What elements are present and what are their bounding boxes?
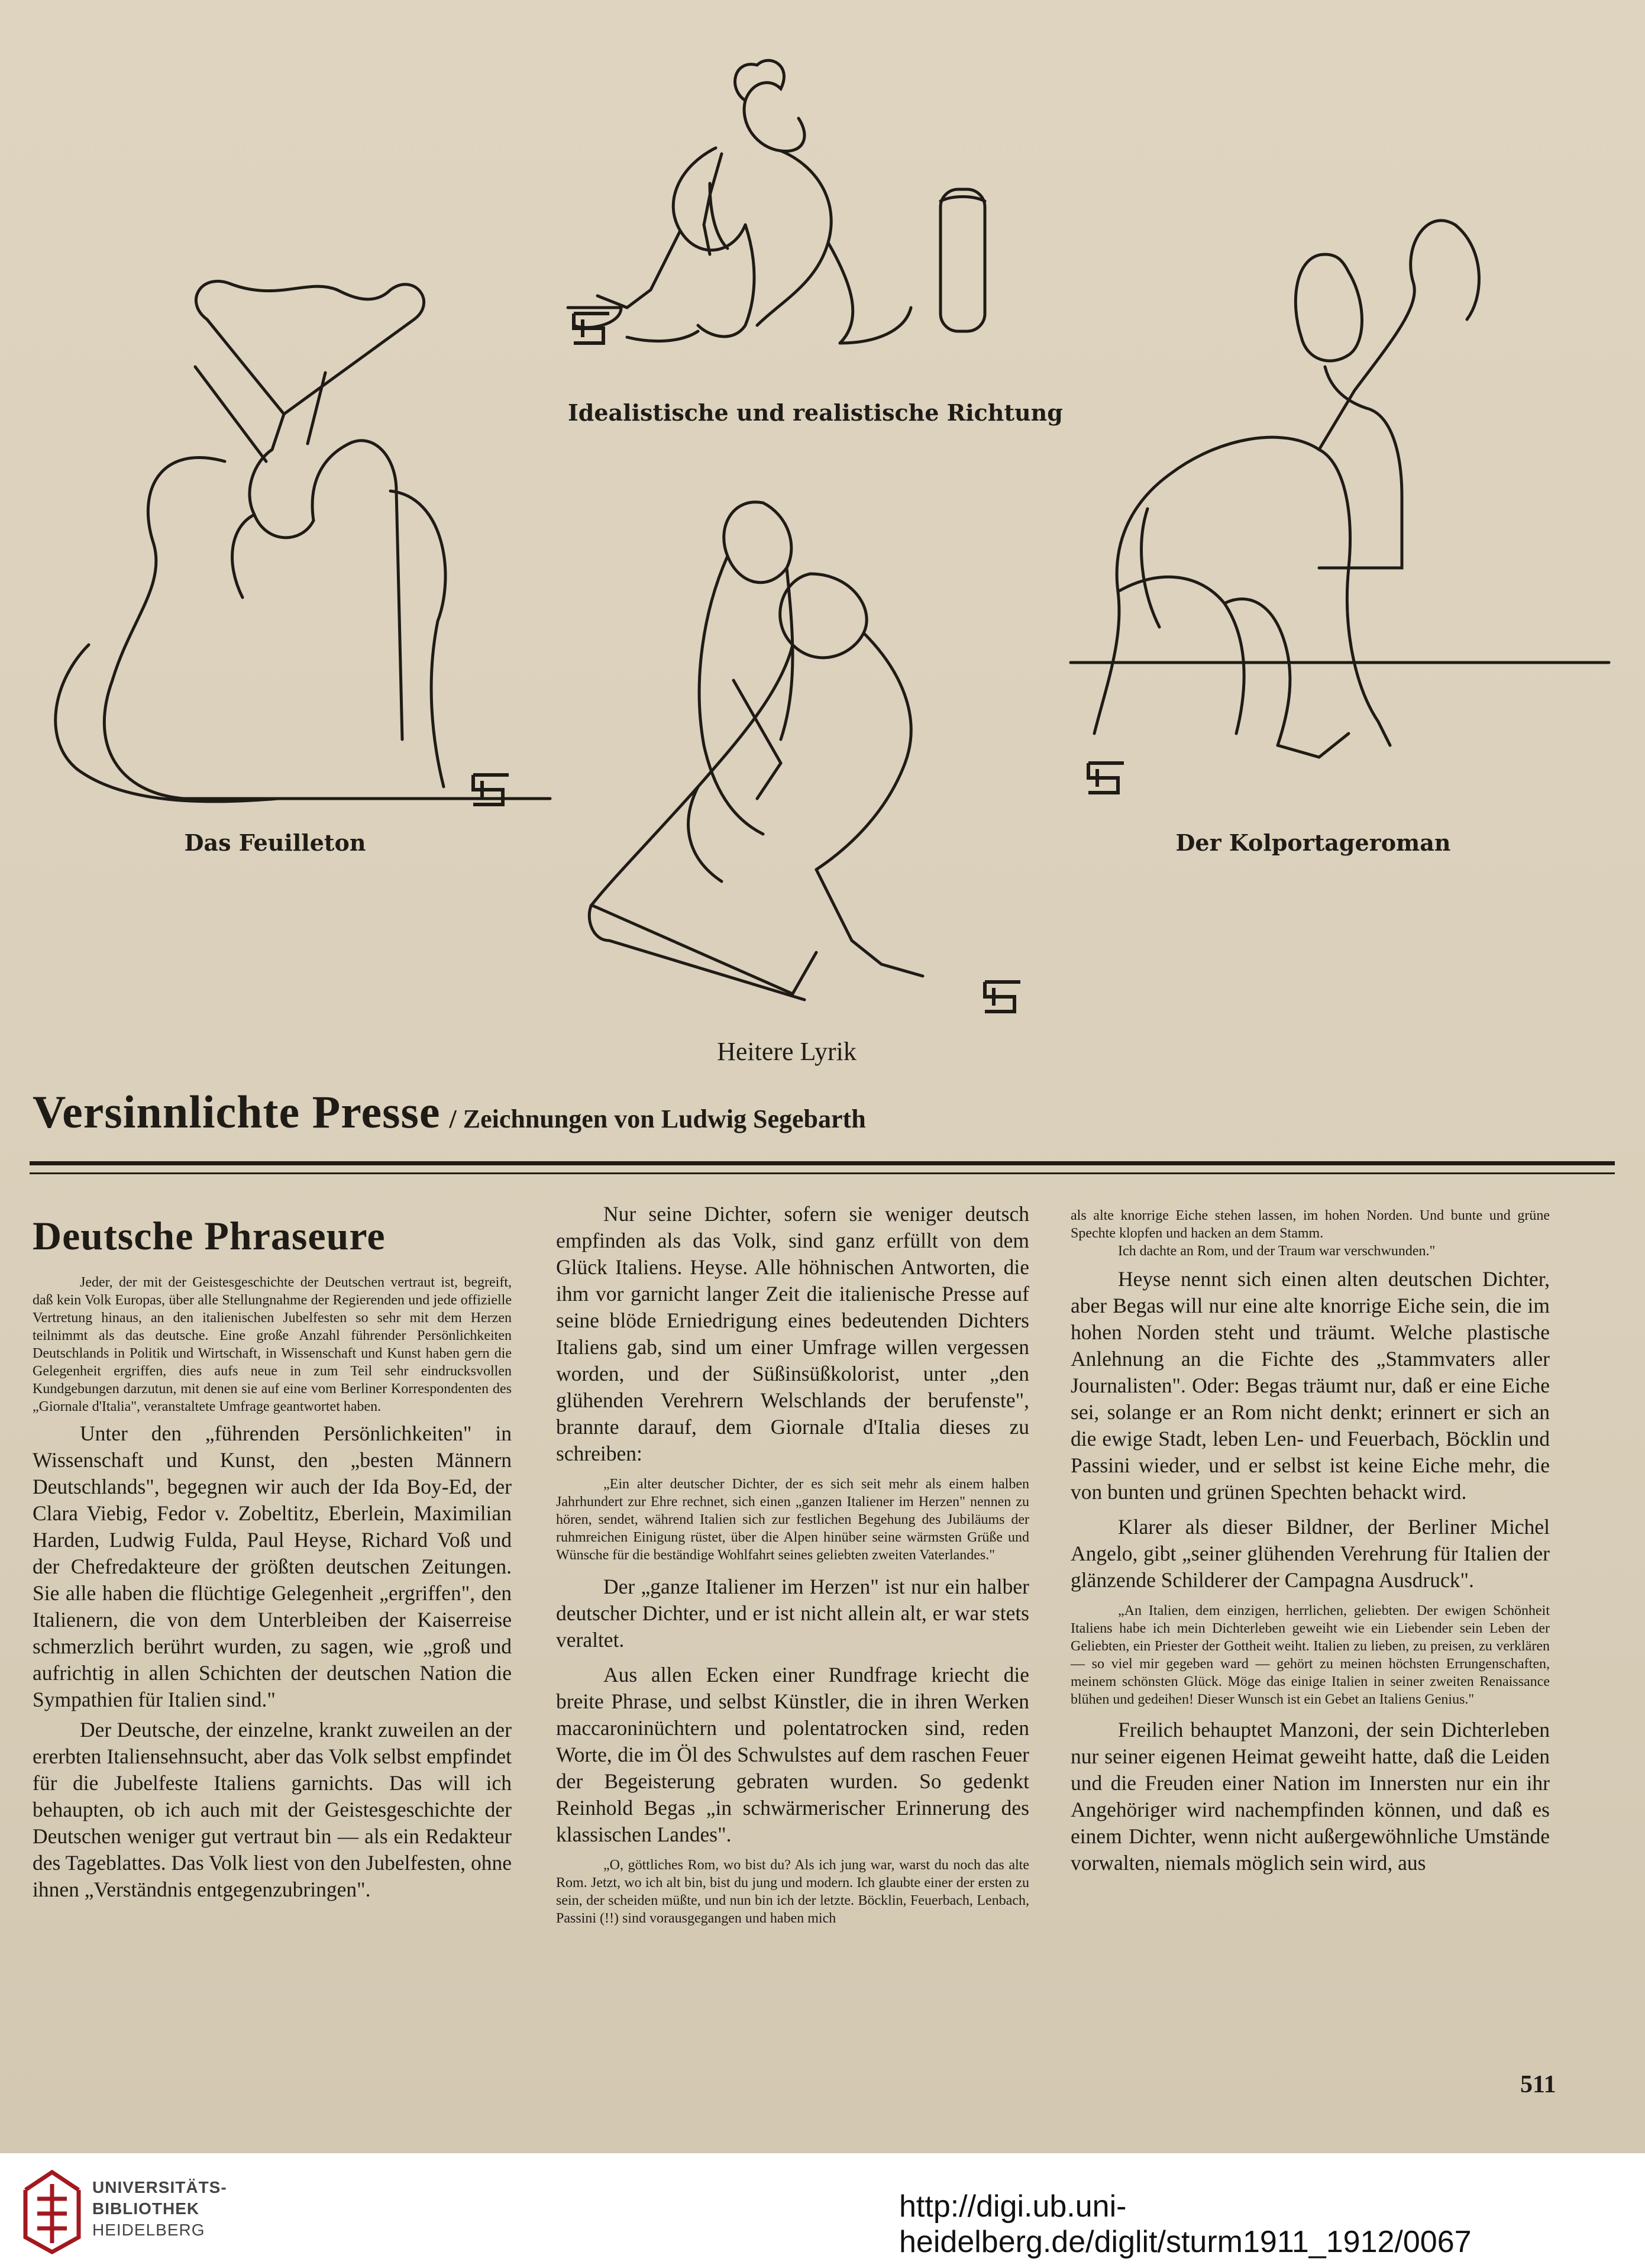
illustration-feuilleton: [30, 266, 562, 828]
paragraph: Klarer als dieser Bildner, der Berliner Michel Angelo, gibt „seiner glühenden Verehrung für Italien der glänzende Schilderer der Campagna Ausdruck".: [1071, 1515, 1550, 1592]
paragraph: Heyse nennt sich einen alten deutschen Dichter, aber Begas will nur eine alte knorrige Eiche sein, die im hohen Norden steht und träumt. Welche plastische Anlehnung an die Fichte des „Stammvaters aller Journalisten". Oder: Begas träumt nur, daß er eine Eiche sei, solange er an Rom nicht denkt; erinnert er sich an die ewige Stadt, leben Len- und Feuerbach, Böcklin und Passini wieder, und er selbst ist keine Eiche mehr, die von bunten und grünen Spechten behackt wird.: [1071, 1267, 1550, 1504]
paragraph: Freilich behauptet Manzoni, der sein Dichterleben nur seiner eigenen Heimat geweiht hatte, daß die Leiden und die Freuden einer Nation im Innersten nur ein ihr Angehöriger wird nachempfinden können, und daß es einem Dichter, wenn nicht außergewöhnliche Umstände vorwalten, niemals möglich sein wird, aus: [1071, 1718, 1550, 1875]
paragraph: Aus allen Ecken einer Rundfrage kriecht die breite Phrase, und selbst Künstler, die in ihren Werken maccaroninüchtern und polentatrocken sind, reden Worte, die im Öl des Schwulstes auf dem raschen Feuer der Begeisterung gebraten wurden. So gedenkt Reinhold Begas „in schwärmerischer Erinnerung des klassischen Landes".: [556, 1663, 1029, 1846]
illustration-heitere-lyrik: [544, 491, 1029, 1023]
caption-top-figure: Idealistische und realistische Richtung: [568, 399, 1063, 426]
caption-right-figure: Der Kolportageroman: [1175, 829, 1451, 856]
paragraph: Der Deutsche, der einzelne, krankt zuweilen an der ererbten Italiensehnsucht, aber das Volk selbst empfindet für die Jubelfeste Italiens garnichts. Das will ich behaupten, ob ich auch mit der Geistesgeschichte der Deutschen weniger gut vertraut bin — als ein Redakteur des Tageblattes. Das Volk liest von den Jubelfesten, ohne ihnen „Verständnis entgegenzubringen".: [33, 1718, 512, 1901]
page-title: [33, 1085, 866, 1139]
text-column-1: [33, 1201, 512, 1903]
quote: als alte knorrige Eiche stehen lassen, im hohen Norden. Und bunte und grüne Spechte klopfen und hacken an dem Stamm.: [1071, 1208, 1550, 1241]
library-name-line: HEIDELBERG: [92, 2221, 205, 2239]
footer-bar: [0, 2153, 1645, 2268]
library-name-line: UNIVERSITÄTS-: [92, 2178, 227, 2196]
illustration-idealistic-realistic: [532, 47, 1065, 379]
paragraph: Der „ganze Italiener im Herzen" ist nur ein halber deutscher Dichter, und er ist nicht allein alt, er war stets veraltet.: [556, 1575, 1029, 1652]
monogram-signature: [979, 976, 1026, 1017]
caption-center-figure: Heitere Lyrik: [717, 1037, 857, 1066]
page-number: 511: [1520, 2071, 1556, 2098]
text-column-2: [556, 1201, 1029, 1927]
library-name: [92, 2177, 227, 2241]
title-subtitle: / Zeichnungen von Ludwig Segebarth: [449, 1104, 866, 1133]
quote: „An Italien, dem einzigen, herrlichen, geliebten. Der ewigen Schönheit Italiens habe ich mein Dichterleben geweiht wie ein Liebender sein Leben der Geliebten, ein Priester der Gottheit weiht. Italien zu lieben, zu preisen, zu verklären — so viel mir gegeben ward — gehört zu meinen höchsten Errungenschaften, meinem schönsten Glück. Möge das einige Italien in seiner zweiten Renaissance blühen und gedeihen! Dieser Wunsch ist ein Gebet an Italiens Genius.": [1071, 1603, 1550, 1707]
source-url-link[interactable]: http://digi.ub.uni-heidelberg.de/diglit/sturm1911_1912/0067: [899, 2189, 1472, 2259]
monogram-signature: [568, 308, 615, 349]
paragraph: Unter den „führenden Persönlichkeiten" in Wissenschaft und Kunst, den „besten Männern Deutschlands", begegnen wir auch der Ida Boy-Ed, der Clara Viebig, Fedor v. Zobeltitz, Eberlein, Maximilian Harden, Ludwig Fulda, Paul Heyse, Richard Voß und der Chefredakteure der größten deutschen Zeitungen. Sie alle haben die flüchtige Gelegenheit „ergriffen", den Italienern, die von dem Unterbleiben der Kaiserreise schmerzlich berührt wurden, zu sagen, wie „groß und aufrichtig in allen Schichten der deutschen Nation die Sympathien für Italien sind.": [33, 1421, 512, 1711]
illustration-kolportageroman: [1071, 213, 1615, 805]
article-heading: Deutsche Phraseure: [33, 1213, 386, 1258]
university-logo-icon: [17, 2166, 88, 2255]
paragraph: Jeder, der mit der Geistesgeschichte der Deutschen vertraut ist, begreift, daß kein Volk Europas, über alle Stellungnahme der Regierenden und jede offizielle Vertretung hinaus, an den italienischen Jubelfesten so sehr mit dem Herzen teilnimmt als das deutsche. Eine große Anzahl führender Persönlichkeiten Deutschlands in Politik und Wirtschaft, in Wissenschaft und Kunst haben gern die Gelegenheit ergriffen, dies aufs neue in zum Teil sehr eindrucksvollen Kundgebungen darzutun, mit denen sie auf eine vom Berliner Korrespondenten des „Giornale d'Italia", veranstaltete Umfrage geantwortet haben.: [33, 1275, 512, 1414]
double-rule-thin: [30, 1172, 1615, 1174]
monogram-signature: [1082, 757, 1130, 799]
library-name-line: BIBLIOTHEK: [92, 2199, 200, 2218]
quote: „O, göttliches Rom, wo bist du? Als ich jung war, warst du noch das alte Rom. Jetzt, wo ich alt bin, bist du jung und modern. Ich glaubte einer der ersten zu sein, der scheiden müßte, und nun bin ich der letzte. Böcklin, Feuerbach, Lenbach, Passini (!!) sind vorausgegangen und haben mich: [556, 1857, 1029, 1926]
quote: „Ein alter deutscher Dichter, der es sich seit mehr als einem halben Jahrhundert zur Ehre rechnet, sich einen „ganzen Italiener im Herzen" nennen zu hören, sendet, während Italien sich zur festlichen Begehung des Jubiläums der ruhmreichen Einigung rüstet, über die Alpen hinüber seine wärmsten Grüße und Wünsche für die beständige Wohlfahrt seines geliebten zweiten Vaterlandes.": [556, 1477, 1029, 1563]
quote: Ich dachte an Rom, und der Traum war verschwunden.": [1118, 1243, 1436, 1259]
double-rule-thick: [30, 1161, 1615, 1165]
title-main: Versinnlichte Presse: [33, 1086, 441, 1138]
paragraph: Nur seine Dichter, sofern sie weniger deutsch empfinden als das Volk, sind ganz erfüllt von dem Glück Italiens. Heyse. Alle höhnischen Antworten, die ihm vor garnicht langer Zeit die italienische Presse auf seine blöde Erniedrigung eines bedeutenden Dichters Italiens gab, sind um einer Umfrage willen vergessen worden, und der Süßinsüßkolorist, unter „den glühenden Verehrern Welschlands der berufenste", brannte darauf, dem Giornale d'Italia dieses zu schreiben:: [556, 1202, 1029, 1465]
text-column-3: [1071, 1207, 1550, 1876]
monogram-signature: [467, 769, 515, 810]
caption-left-figure: Das Feuilleton: [184, 829, 366, 856]
